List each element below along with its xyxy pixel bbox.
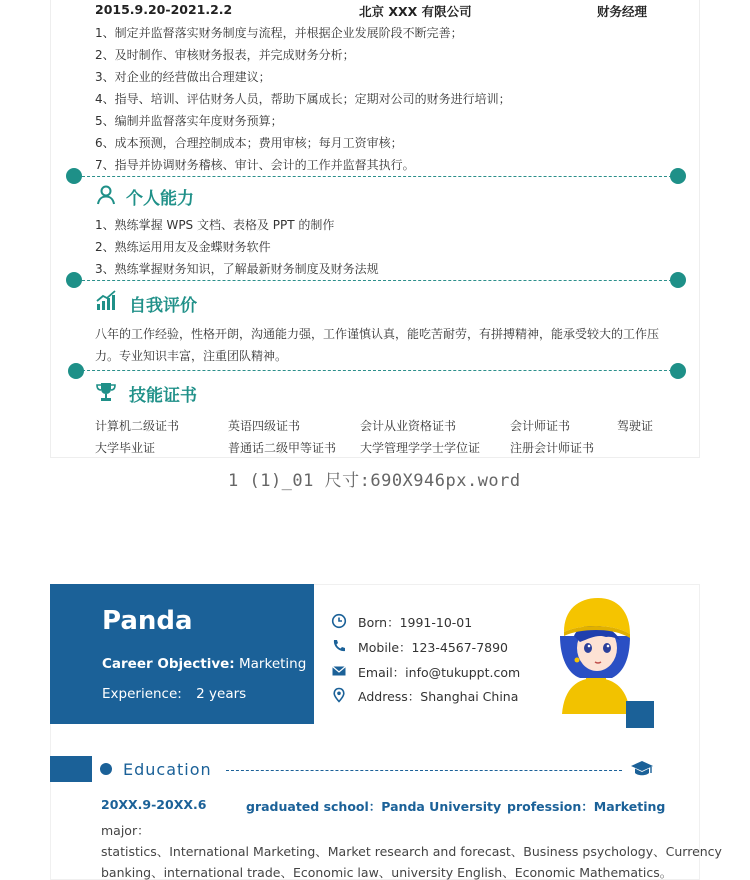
- certificate-item: 英语四级证书: [228, 419, 301, 433]
- profile-header: [50, 584, 314, 724]
- decorative-square: [626, 701, 654, 728]
- major-courses: banking、international trade、Economic law、university English、Economic Mathematics。: [101, 865, 673, 880]
- major-label: major：: [101, 823, 150, 838]
- certificate-item: 大学管理学学士学位证: [360, 441, 481, 455]
- evaluation-line: 八年的工作经验，性格开朗，沟通能力强，工作谨慎认真，能吃苦耐劳，有拼搏精神，能承受较大的工作压: [95, 327, 660, 341]
- graduation-cap-icon: [630, 760, 654, 778]
- evaluation-title: 自我评价: [129, 296, 197, 316]
- divider-dot: [66, 168, 82, 184]
- education-bar: [50, 756, 92, 782]
- email-info: Email：info@tukuppt.com: [358, 665, 521, 680]
- experience-value: 2 years: [196, 686, 247, 702]
- career-label: Career Objective:: [102, 656, 235, 672]
- certificate-item: 注册会计师证书: [510, 441, 595, 455]
- trophy-icon: [95, 381, 117, 403]
- certificate-item: 驾驶证: [617, 419, 654, 433]
- duty-item: 2、及时制作、审核财务报表，并完成财务分析；: [95, 48, 355, 62]
- certificates-title: 技能证书: [129, 386, 197, 406]
- divider-dot: [66, 272, 82, 288]
- born-info: Born：1991-10-01: [358, 615, 473, 630]
- duty-item: 3、对企业的经营做出合理建议；: [95, 70, 271, 84]
- career-objective: [102, 656, 306, 672]
- section-divider: [77, 176, 677, 177]
- phone-icon: [331, 638, 347, 654]
- education-school: graduated school：Panda University: [246, 799, 502, 814]
- experience: [102, 686, 246, 702]
- certificate-item: 普通话二级甲等证书: [228, 441, 337, 455]
- certificate-item: 计算机二级证书: [95, 419, 180, 433]
- person-icon: [95, 184, 117, 206]
- certificate-item: 会计从业资格证书: [360, 419, 457, 433]
- ability-title: 个人能力: [126, 189, 194, 209]
- mobile-info: Mobile：123-4567-7890: [358, 640, 509, 655]
- chart-icon: [95, 290, 117, 312]
- section-divider: [77, 280, 677, 281]
- location-icon: [331, 687, 347, 703]
- education-title: Education: [123, 760, 212, 779]
- experience-label: Experience:: [102, 686, 182, 702]
- mail-icon: [331, 663, 347, 679]
- work-period: 2015.9.20-2021.2.2: [95, 2, 233, 17]
- duty-item: 1、制定并监督落实财务制度与流程，并根据企业发展阶段不断完善；: [95, 26, 463, 40]
- certificate-item: 大学毕业证: [95, 441, 156, 455]
- duty-item: 6、成本预测，合理控制成本；费用审核；每月工资审核；: [95, 136, 403, 150]
- section-divider: [77, 370, 677, 371]
- major-courses: statistics、International Marketing、Market research and forecast、Business psychology、Currency: [101, 844, 722, 859]
- education-divider: [226, 770, 622, 771]
- duty-item: 7、指导并协调财务稽核、审计、会计的工作并监督其执行。: [95, 158, 415, 172]
- education-period: 20XX.9-20XX.6: [101, 797, 207, 812]
- clock-icon: [331, 613, 347, 629]
- address-info: Address：Shanghai China: [358, 689, 519, 704]
- ability-item: 1、熟练掌握 WPS 文档、表格及 PPT 的制作: [95, 218, 335, 232]
- profile-name: Panda: [102, 606, 193, 636]
- duty-item: 4、指导、培训、评估财务人员，帮助下属成长；定期对公司的财务进行培训；: [95, 92, 511, 106]
- education-dot: [100, 763, 112, 775]
- ability-item: 3、熟练掌握财务知识，了解最新财务制度及财务法规: [95, 262, 379, 276]
- divider-dot: [670, 272, 686, 288]
- divider-dot: [68, 363, 84, 379]
- ability-item: 2、熟练运用用友及金蝶财务软件: [95, 240, 271, 254]
- avatar: [550, 596, 640, 714]
- work-company: 北京 XXX 有限公司: [359, 4, 472, 19]
- image-caption: 1 (1)_01 尺寸:690X946px.word: [228, 471, 521, 491]
- education-profession: profession：Marketing: [507, 799, 666, 814]
- duty-item: 5、编制并监督落实年度财务预算；: [95, 114, 283, 128]
- certificate-item: 会计师证书: [510, 419, 571, 433]
- work-position: 财务经理: [596, 4, 647, 19]
- career-value: Marketing: [239, 656, 307, 672]
- divider-dot: [670, 168, 686, 184]
- evaluation-line: 力。专业知识丰富，注重团队精神。: [95, 349, 288, 363]
- divider-dot: [670, 363, 686, 379]
- work-header: [95, 2, 647, 20]
- resume-page-1: [50, 0, 700, 458]
